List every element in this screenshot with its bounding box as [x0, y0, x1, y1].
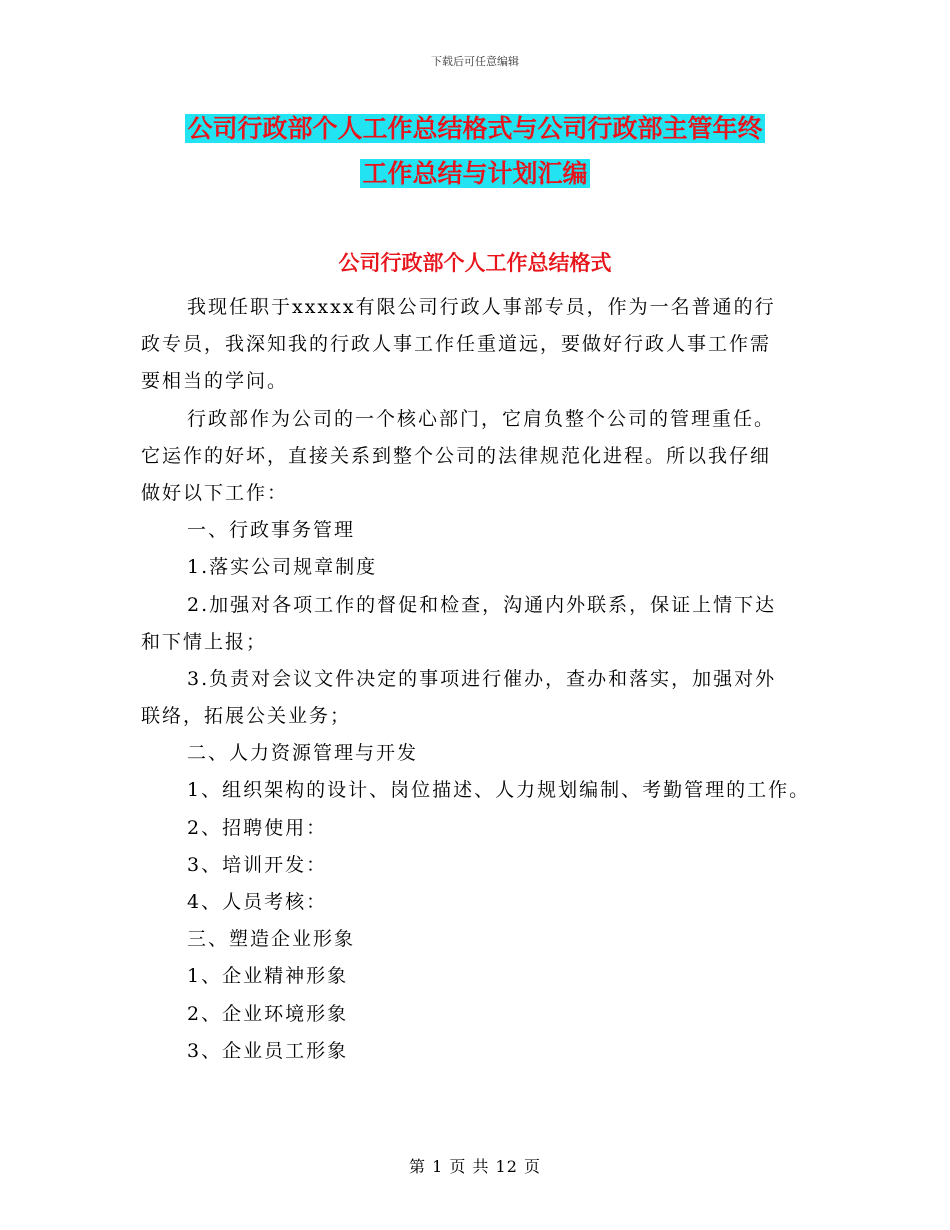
paragraph-line: 行政部作为公司的一个核心部门，它肩负整个公司的管理重任。: [187, 407, 776, 430]
list-item-continuation: 联络，拓展公关业务；: [141, 705, 352, 728]
heading-line: 二、人力资源管理与开发: [187, 742, 419, 765]
list-item: 2、企业环境形象: [187, 1002, 349, 1025]
section-title: 公司行政部个人工作总结格式: [338, 251, 612, 275]
list-item-continuation: 和下情上报；: [141, 630, 268, 653]
list-item: 1、组织架构的设计、岗位描述、人力规划编制、考勤管理的工作。: [187, 779, 811, 802]
paragraph-line: 它运作的好坏，直接关系到整个公司的法律规范化进程。所以我仔细: [141, 444, 772, 467]
list-item: 3.负责对会议文件决定的事项进行催办，查办和落实，加强对外: [187, 667, 777, 690]
page-footer: 第 1 页 共 12 页: [409, 1157, 541, 1176]
heading-line: 一、行政事务管理: [187, 519, 356, 542]
paragraph-line: 我现任职于xxxxx有限公司行政人事部专员，作为一名普通的行: [187, 296, 776, 318]
document-title-highlight-1: 公司行政部个人工作总结格式与公司行政部主管年终: [187, 114, 763, 143]
header-note: 下载后可任意编辑: [431, 55, 519, 68]
list-item: 1.落实公司规章制度: [187, 556, 378, 579]
paragraph-line: 政专员，我深知我的行政人事工作任重道远，要做好行政人事工作需: [141, 333, 772, 356]
list-item: 4、人员考核：: [187, 891, 328, 913]
paragraph-line: 做好以下工作：: [141, 481, 289, 504]
paragraph-line: 要相当的学问。: [141, 370, 289, 393]
document-title-line-2: [0, 157, 950, 191]
list-item: 1、企业精神形象: [187, 965, 349, 988]
list-item: 3、培训开发：: [187, 853, 328, 876]
list-item: 2.加强对各项工作的督促和检查，沟通内外联系，保证上情下达: [187, 593, 777, 616]
document-title-line-1: [0, 112, 950, 146]
list-item: 2、招聘使用：: [187, 816, 328, 839]
list-item: 3、企业员工形象: [187, 1039, 349, 1062]
document-body: [141, 289, 821, 1070]
heading-line: 三、塑造企业形象: [187, 928, 356, 951]
document-title-highlight-2: 工作总结与计划汇编: [362, 159, 588, 188]
